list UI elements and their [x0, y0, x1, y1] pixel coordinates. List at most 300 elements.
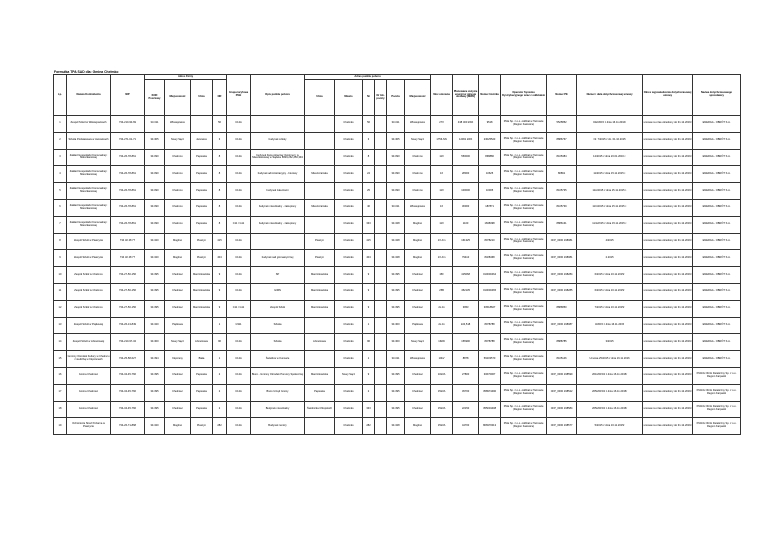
cell-ppe-street: Marcinkowicka — [305, 283, 335, 300]
cell-term: umowa na czas określony do 31.12.2016r — [643, 233, 693, 250]
cell-ppe-city: Chełmko — [335, 283, 363, 300]
cell-ppe: CFP_0000 198081 — [547, 233, 577, 250]
cell-ppe-city: Chełmko — [335, 401, 363, 418]
cell-term: umowa na czas określony do 31.12.2016r — [643, 149, 693, 166]
cell-nip: 734-34-45-766 — [111, 401, 145, 418]
cell-meter: 8978788 — [479, 317, 501, 334]
cell-ppe-town: Chełmno — [405, 183, 431, 200]
cell-consumption: 22150 — [453, 401, 479, 418]
cell-street: Piaszyn — [191, 233, 213, 250]
cell-ppe-street: Marcinkowicka — [305, 300, 335, 317]
cell-street: Papieska — [191, 199, 213, 216]
cell-ppe: 8886767 — [547, 132, 577, 149]
cell-ppe-local — [375, 267, 387, 284]
cell-zip: 33-395 — [145, 401, 165, 418]
cell-nr: 9 — [213, 267, 227, 284]
cell-ppe-town: Mogilno — [405, 250, 431, 267]
cell-ppe-nr: 8 — [363, 149, 375, 166]
cell-meter: 8978210 — [479, 233, 501, 250]
cell-seller: PGNiG Obrót Detaliczny Sp. z o.o. Region Karpacki — [693, 401, 741, 418]
cell-ppe: 5525852 — [547, 116, 577, 133]
cell-street: Papieska — [191, 367, 213, 384]
table-row — [54, 132, 741, 149]
cell-ppe-street — [305, 116, 335, 133]
cell-osd: PGE Sp. z o.o. oddział w Tarnowie (Region Katowice) — [501, 149, 547, 166]
cell-term: umowa na czas określony do 31.12.2016r — [643, 183, 693, 200]
cell-term: umowa na czas określony do 31.12.2016r — [643, 216, 693, 233]
cell-nr: 2 — [213, 401, 227, 418]
cell-meter: 010000464 — [479, 267, 501, 284]
cell-term: umowa na czas określony do 31.12.2016r — [643, 300, 693, 317]
cell-owner: Zespół Szkół w Chełmcu — [67, 267, 111, 284]
cell-city: Chełmiec — [165, 300, 191, 317]
cell-ppe: CFP_0000 198584 — [547, 401, 577, 418]
cell-group: C12A — [227, 149, 251, 166]
cell-lp: 2 — [54, 132, 67, 149]
cell-nip: 734-26-78-861 — [111, 216, 145, 233]
cell-seller: ENERGA - OBRÓT S.A. — [693, 283, 741, 300]
cell-term: umowa na czas określony do 31.12.2016r — [643, 384, 693, 401]
cell-ppe-post: 33-311 — [387, 199, 405, 216]
header-ppe-nr: Nr — [363, 80, 375, 116]
cell-ppe-town: Włosiejowice — [405, 351, 431, 368]
cell-osd: PGE Sp. z o.o. oddział w Tarnowie (Region Katowice) — [501, 317, 547, 334]
cell-power: 1X A/n — [431, 233, 453, 250]
cell-city: Mogilno — [165, 233, 191, 250]
cell-ppe: CFP_0000 198599 — [547, 367, 577, 384]
cell-meter: 10625 — [479, 166, 501, 183]
cell-osd: PGE Sp. z o.o. oddział w Tarnowie (Region Katowice) — [501, 199, 547, 216]
cell-osd: PGE Sp. z o.o. oddział w Tarnowie (Region Katowice) — [501, 233, 547, 250]
cell-zip: 33-300 — [145, 334, 165, 351]
cell-desc: budynek mieszkalny - zakupiony — [251, 216, 305, 233]
cell-ppe: 80891 — [547, 166, 577, 183]
cell-term: umowa na czas określony do 31.12.2016r — [643, 199, 693, 216]
cell-street — [191, 317, 213, 334]
cell-meter: 30670967 — [479, 367, 501, 384]
cell-city: Chełmno — [165, 149, 191, 166]
cell-osd: PGE Sp. z o.o. oddział w Tarnowie (Region Katowice) — [501, 283, 547, 300]
cell-ppe-street: Świdnicka Chłopskich — [305, 401, 335, 418]
cell-term: umowa na czas określony do 31.12.2016r — [643, 418, 693, 435]
cell-ppe-nr: 25 — [363, 183, 375, 200]
cell-ppe: CFP_0000 198285 — [547, 283, 577, 300]
cell-meter: 30518827 — [479, 300, 501, 317]
cell-ppe-post: 33-090 — [387, 183, 405, 200]
cell-group: C12A — [227, 267, 251, 284]
header-city: Miejscowość — [165, 80, 191, 116]
cell-lp: 7 — [54, 216, 67, 233]
cell-desc: Szkoła — [251, 317, 305, 334]
cell-term: umowa na czas określony do 31.12.2016r — [643, 317, 693, 334]
cell-ppe-town: Chełmiec — [405, 367, 431, 384]
cell-seller: ENERGA - OBRÓT S.A. — [693, 183, 741, 200]
cell-ppe-local — [375, 132, 387, 149]
cell-lp: 19 — [54, 418, 67, 435]
cell-desc: budynek biura płowców (Gminne) i w Mieszkaniowej w Sądeku 8629,262,250,394 — [251, 149, 305, 166]
header-street: Ulica — [191, 80, 213, 116]
cell-lp: 5 — [54, 183, 67, 200]
cell-ppe-nr: 9 — [363, 367, 375, 384]
cell-seller: ENERGA - OBRÓT S.A. — [693, 334, 741, 351]
cell-ppe-local — [375, 401, 387, 418]
cell-nip: 734-26-71-868 — [111, 418, 145, 435]
cell-nip: 734-210-90-69 — [111, 116, 145, 133]
cell-nr: 9 — [213, 300, 227, 317]
cell-ppe: 8105146 — [547, 351, 577, 368]
cell-lp: 10 — [54, 267, 67, 284]
cell-group: C12A — [227, 233, 251, 250]
cell-power: 1X A/n — [431, 250, 453, 267]
cell-street: Piaszyn — [191, 250, 213, 267]
cell-nip: 734-210-97-34 — [111, 334, 145, 351]
cell-zip: 33-305 — [145, 132, 165, 149]
cell-power: 11X — [431, 183, 453, 200]
cell-term: umowa na czas określony do 31.12.2016r — [643, 250, 693, 267]
cell-contract: 3/2015 z dnia 16.11.2015 — [577, 317, 643, 334]
cell-ppe-street: Librantowa — [305, 334, 335, 351]
cell-lp: 8 — [54, 233, 67, 250]
cell-consumption: 161325 — [453, 233, 479, 250]
cell-ppe-town: Włosiejowice — [405, 199, 431, 216]
cell-street — [191, 116, 213, 133]
cell-ppe-local — [375, 317, 387, 334]
cell-lp: 6 — [54, 199, 67, 216]
cell-ppe: CFP_0000 198087 — [547, 317, 577, 334]
cell-ppe-nr: 2 — [363, 384, 375, 401]
cell-zip: 33-395 — [145, 384, 165, 401]
header-zip: KOD Pocztowy — [145, 80, 165, 116]
cell-osd: PGE Sp. z o.o. oddział w Tarnowie (Region Katowice) — [501, 116, 547, 133]
cell-term: umowa na czas określony do 31.12.2016r — [643, 401, 693, 418]
cell-power: 11X — [431, 149, 453, 166]
cell-power: 15kVA — [431, 418, 453, 435]
cell-consumption: 415068 — [453, 267, 479, 284]
table-body — [54, 116, 741, 435]
cell-nr: 8 — [213, 199, 227, 216]
cell-lp: 1 — [54, 116, 67, 133]
cell-zip: 33-090 — [145, 183, 165, 200]
cell-owner: Zakład Gospodarki Komunalnej i Mieszkaniowej — [67, 216, 111, 233]
cell-group: C12A — [227, 418, 251, 435]
cell-nr: 8 — [213, 216, 227, 233]
cell-ppe-nr: 9 — [363, 300, 375, 317]
cell-power: 16kW — [431, 334, 453, 351]
cell-lp: 9 — [54, 250, 67, 267]
cell-consumption: 3953 — [453, 300, 479, 317]
cell-osd: PGE Sp. z o.o. oddział w Tarnowie (Region Katowice) — [501, 250, 547, 267]
cell-desc: Biuro Urzęd Gminy — [251, 384, 305, 401]
cell-nr: 2 — [213, 367, 227, 384]
cell-city: Piątkowa — [165, 317, 191, 334]
cell-term: umowa na czas określony do 31.12.2016r — [643, 132, 693, 149]
cell-osd: PGE Sp. z o.o. oddział w Tarnowie (Region Katowice) — [501, 166, 547, 183]
cell-contract: 11A/2015 z dnia 15.11.2015 r. — [577, 183, 643, 200]
cell-osd: PGE Sp. z o.o. oddział w Tarnowie (Region Katowice) — [501, 351, 547, 368]
cell-ppe-post: 33-090 — [387, 166, 405, 183]
cell-consumption: 1100 — [453, 216, 479, 233]
cell-osd: PGE Sp. z o.o. oddział w Tarnowie (Region Katowice) — [501, 401, 547, 418]
cell-zip: 33-320 — [145, 418, 165, 435]
cell-contract: 12/2015 z dnia 23.01.2016 r. — [577, 149, 643, 166]
cell-ppe-post: 33-300 — [387, 334, 405, 351]
cell-osd: PGE Sp. z o.o. oddział w Tarnowie (Region Katowice) — [501, 132, 547, 149]
cell-ppe-street — [305, 149, 335, 166]
cell-osd: PGE Sp. z o.o. oddział w Tarnowie (Region Katowice) — [501, 334, 547, 351]
cell-city: Chełmiec — [165, 384, 191, 401]
cell-ppe-city: Chełmko — [335, 317, 363, 334]
cell-owner: Zespół Szkół w Piaszycie — [67, 250, 111, 267]
cell-ppe-local — [375, 367, 387, 384]
cell-ppe-local — [375, 418, 387, 435]
cell-meter: 8978788 — [479, 334, 501, 351]
header-meter: Numer licznika — [479, 75, 501, 116]
cell-nip: 734-26-78-861 — [111, 149, 145, 166]
cell-seller: ENERGA - OBRÓT S.A. — [693, 250, 741, 267]
cell-ppe-street: Mieszczańska — [305, 166, 335, 183]
cell-city: Chełmno — [165, 166, 191, 183]
cell-consumption: 30000 — [453, 199, 479, 216]
cell-nr: 8 — [213, 166, 227, 183]
cell-ppe-city: Chełmko — [335, 149, 363, 166]
cell-consumption: 44700 — [453, 418, 479, 435]
cell-ppe-nr: 333 — [363, 401, 375, 418]
cell-street: Librantowa — [191, 334, 213, 351]
header-ppe-town: Miejscowość — [405, 80, 431, 116]
cell-ppe-city: Chełmko — [335, 166, 363, 183]
cell-power: do 11 — [431, 317, 453, 334]
cell-desc: budynek szkoły — [251, 132, 305, 149]
table-row — [54, 367, 741, 384]
cell-owner: Gmina Chełmiec — [67, 367, 111, 384]
cell-ppe-nr: 1 — [363, 351, 375, 368]
cell-contract: 2.2015 — [577, 250, 643, 267]
table-row — [54, 183, 741, 200]
cell-desc: budynek mieszkalny - zakupiony — [251, 199, 305, 216]
table-row — [54, 351, 741, 368]
cell-seller: ENERGA - OBRÓT S.A. — [693, 149, 741, 166]
cell-ppe-town: Mogilno — [405, 418, 431, 435]
cell-consumption: 12061 kWh — [453, 132, 479, 149]
cell-seller: ENERGA - OBRÓT S.A. — [693, 351, 741, 368]
cell-city: Mogilno — [165, 250, 191, 267]
cell-ppe-street: Mieszczańska — [305, 199, 335, 216]
cell-seller: ENERGA - OBRÓT S.A. — [693, 233, 741, 250]
cell-city: Chełmiec — [165, 401, 191, 418]
cell-group: C12A — [227, 384, 251, 401]
cell-group: C12A — [227, 166, 251, 183]
table-row — [54, 334, 741, 351]
cell-zip: 33-394 — [145, 351, 165, 368]
cell-group: C12A — [227, 183, 251, 200]
cell-ppe-town: Mogilno — [405, 233, 431, 250]
cell-desc — [251, 233, 305, 250]
cell-consumption: 100000 — [453, 183, 479, 200]
cell-ppe-city: Chełmko — [335, 116, 363, 133]
cell-owner: Szkoła Podstawowa w Janowicach — [67, 132, 111, 149]
cell-zip: 33-395 — [145, 367, 165, 384]
cell-nip: 734 32 48 77 — [111, 250, 145, 267]
cell-ppe-nr: 282 — [363, 418, 375, 435]
cell-term: umowa na czas określony do 31.12.2016r — [643, 283, 693, 300]
cell-lp: 14 — [54, 334, 67, 351]
header-term: Okres wypowiedzenia dotychczasowej umowy — [643, 75, 693, 116]
cell-owner: Ochotnicza Straż Pożarna w Piaszycie — [67, 418, 111, 435]
cell-lp: 16 — [54, 367, 67, 384]
cell-nr: 56 — [213, 116, 227, 133]
cell-ppe-city: Chełmko — [335, 132, 363, 149]
cell-ppe: 8105384 — [547, 149, 577, 166]
cell-meter: 806970013 — [479, 418, 501, 435]
cell-consumption: 452135 — [453, 283, 479, 300]
cell-zip: 33-090 — [145, 149, 165, 166]
cell-seller: PGNiG Obrót Detaliczny Sp. z o.o. Region Karpacki — [693, 418, 741, 435]
cell-ppe-post: 33-300 — [387, 317, 405, 334]
cell-street: Marcinkowicka — [191, 267, 213, 284]
cell-nip: 734-26-78-861 — [111, 166, 145, 183]
cell-power: 10kVA — [431, 367, 453, 384]
cell-group: C12A — [227, 199, 251, 216]
cell-owner: Zespół Szkół w Chełmcu — [67, 283, 111, 300]
cell-city: Chełmno — [165, 216, 191, 233]
cell-contract: 4/2015 — [577, 233, 643, 250]
cell-ppe-town: Chełmiec — [405, 384, 431, 401]
cell-power: do 11 — [431, 300, 453, 317]
cell-ppe-local — [375, 166, 387, 183]
table-row — [54, 216, 741, 233]
cell-city: Chełmiec — [165, 367, 191, 384]
cell-ppe-post: 33-328 — [387, 233, 405, 250]
cell-group: C12A — [227, 250, 251, 267]
cell-term: umowa na czas określony do 31.12.2016r — [643, 367, 693, 384]
table-row — [54, 199, 741, 216]
header-ppe-local: Nr lok. poczty — [375, 80, 387, 116]
cell-power: 1756-NN — [431, 132, 453, 149]
cell-ppe: 8105735 — [547, 183, 577, 200]
cell-zip: 33-090 — [145, 216, 165, 233]
cell-osd: PGE Sp. z o.o. oddział w Tarnowie (Region Katowice) — [501, 183, 547, 200]
cell-ppe: 8886850 — [547, 300, 577, 317]
cell-ppe-post: 33-311 — [387, 116, 405, 133]
cell-ppe-town: Chełmiec — [405, 267, 431, 284]
cell-city: Nowy Sącz — [165, 334, 191, 351]
cell-ppe-town: Chełmiec — [405, 283, 431, 300]
cell-ppe: CFP_0000 198522 — [547, 384, 577, 401]
cell-ppe-post: 33-090 — [387, 149, 405, 166]
cell-ppe-local — [375, 384, 387, 401]
cell-street: Papieska — [191, 216, 213, 233]
cell-contract: 6/2015 z dnia 16.11.2015r — [577, 267, 643, 284]
cell-contract: 022/2015 z dnia 16.11.2016r — [577, 116, 643, 133]
cell-nip: 734-26-13-849 — [111, 317, 145, 334]
cell-ppe-local — [375, 216, 387, 233]
cell-meter: 358974490 — [479, 384, 501, 401]
cell-owner: Gminny Ośrodek Kultury w Chełmcu z siedzibą w Klęczanach — [67, 351, 111, 368]
cell-meter: 187871 — [479, 199, 501, 216]
cell-desc: Świetlica w Kunowie — [251, 351, 305, 368]
cell-ppe-town: Nowy Sącz — [405, 132, 431, 149]
cell-ppe-street: Marcinkowicka — [305, 367, 335, 384]
cell-ppe-city: Chełmko — [335, 216, 363, 233]
cell-ppe-street — [305, 351, 335, 368]
table-row — [54, 267, 741, 284]
cell-lp: 3 — [54, 149, 67, 166]
cell-contract: Umowa 25/2015 z dnia 16.11.2016 — [577, 351, 643, 368]
cell-consumption: 438 460 kWh — [453, 116, 479, 133]
cell-ppe-nr: 3 — [363, 132, 375, 149]
cell-nr: 96 — [213, 334, 227, 351]
table-row — [54, 384, 741, 401]
cell-osd: PGE Sp. z o.o. oddział w Tarnowie (Region Katowice) — [501, 367, 547, 384]
cell-owner: Zakład Gospodarki Komunalnej i Mieszkaniowej — [67, 149, 111, 166]
header-ppe: Numer PE — [547, 75, 577, 116]
cell-zip: 33-320 — [145, 233, 165, 250]
cell-group: C11 / G11 — [227, 300, 251, 317]
cell-power: 11X — [431, 216, 453, 233]
cell-group: C12A — [227, 116, 251, 133]
cell-osd: PGE Sp. z o.o. oddział w Tarnowie (Region Katowice) — [501, 300, 547, 317]
cell-ppe: CFP_0000 198284 — [547, 267, 577, 284]
cell-owner: Gmina Chełmiec — [67, 384, 111, 401]
cell-ppe: 8888785 — [547, 334, 577, 351]
cell-ppe-nr: 415 — [363, 233, 375, 250]
cell-meter: 9518 — [479, 116, 501, 133]
cell-ppe-post: 33-311 — [387, 351, 405, 368]
cell-ppe-post: 33-395 — [387, 367, 405, 384]
cell-ppe-street — [305, 418, 335, 435]
cell-desc: budynek sali gimnastycznej — [251, 250, 305, 267]
cell-seller: PGNiG Obrót Detaliczny Sp. z o.o. Region Karpacki — [693, 384, 741, 401]
header-ppe-group: Adres punktu poboru — [305, 75, 431, 80]
cell-meter: 1848398 — [479, 216, 501, 233]
cell-nr: 2 — [213, 384, 227, 401]
cell-meter: 10005 — [479, 183, 501, 200]
header-nr: NR — [213, 80, 227, 116]
cell-seller: ENERGA - OBRÓT S.A. — [693, 166, 741, 183]
cell-group: C12A — [227, 401, 251, 418]
cell-osd: PGE Sp. z o.o. oddział w Tarnowie (Region Katowice) — [501, 418, 547, 435]
energy-points-table — [53, 74, 741, 435]
cell-zip: 33-395 — [145, 283, 165, 300]
cell-ppe-city: Chełmko — [335, 267, 363, 284]
cell-meter: 868880 — [479, 149, 501, 166]
cell-nr: 404 — [213, 250, 227, 267]
cell-contract: 11/2015 z dnia 15.11.2015 r. — [577, 166, 643, 183]
cell-owner: Zespół Szkół w Piaszycie — [67, 233, 111, 250]
cell-ppe-nr: 40 — [363, 199, 375, 216]
cell-nip: 734-26-78-861 — [111, 183, 145, 200]
cell-term: umowa na czas określony do 31.12.2016r — [643, 267, 693, 284]
cell-street: Papieska — [191, 166, 213, 183]
cell-ppe-local — [375, 283, 387, 300]
cell-city: Chełmiec — [165, 283, 191, 300]
cell-nr: 1 — [213, 317, 227, 334]
cell-ppe-street: Piaszyn — [305, 233, 335, 250]
cell-contract: 261/2015/2 z dnia 16.11.2015r — [577, 367, 643, 384]
cell-ppe-town: Piątkowa — [405, 317, 431, 334]
cell-zip: 33-320 — [145, 250, 165, 267]
cell-nip: 734-34-45-766 — [111, 367, 145, 384]
cell-ppe-city: Chełmko — [335, 334, 363, 351]
cell-desc: Budynek mieszkalny — [251, 401, 305, 418]
cell-ppe-nr: 1 — [363, 317, 375, 334]
cell-ppe-local — [375, 199, 387, 216]
header-power: Moc umowna — [431, 75, 453, 116]
cell-meter: 23025523 — [479, 132, 501, 149]
cell-power: 25B — [431, 283, 453, 300]
cell-ppe-city: Chełmko — [335, 300, 363, 317]
cell-consumption: 28000 — [453, 166, 479, 183]
